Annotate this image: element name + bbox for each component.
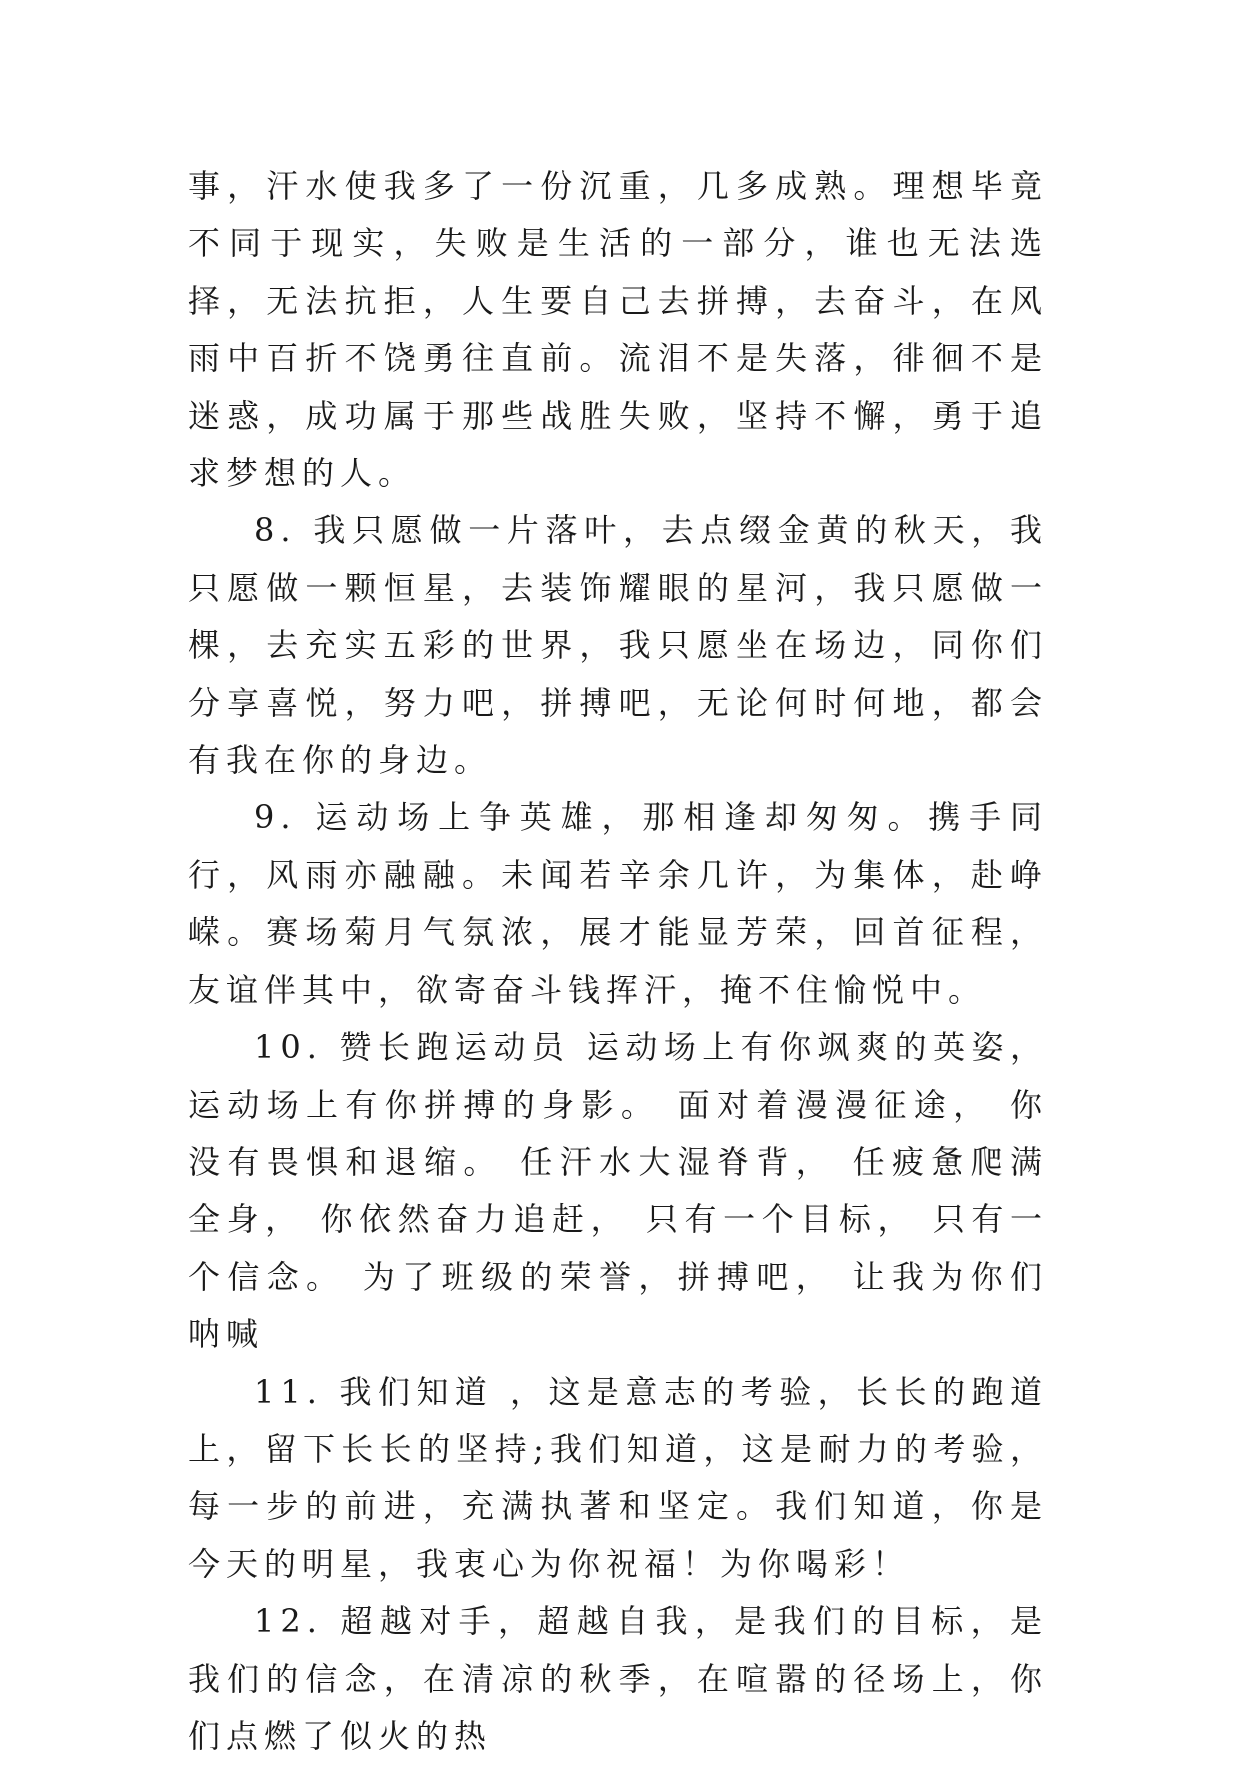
paragraph-8: 8. 我只愿做一片落叶，去点缀金黄的秋天，我只愿做一颗恒星，去装饰耀眼的星河，我只愿做一棵，去充实五彩的世界，我只愿坐在场边，同你们分享喜悦，努力吧，拼搏吧，无论何时何地，都会有我在你的身边。 bbox=[188, 511, 1048, 780]
paragraph-continued: 事，汗水使我多了一份沉重，几多成熟。理想毕竟不同于现实，失败是生活的一部分，谁也无法选择，无法抗拒，人生要自己去拼搏，去奋斗，在风雨中百折不饶勇往直前。流泪不是失落，徘徊不是迷惑，成功属于那些战胜失败，坚持不懈，勇于追求梦想的人。 bbox=[188, 167, 1048, 493]
paragraph-12: 12. 超越对手，超越自我，是我们的目标，是我们的信念，在清凉的秋季，在喧嚣的径场上，你们点燃了似火的热 bbox=[188, 1602, 1048, 1755]
paragraph-9: 9. 运动场上争英雄，那相逢却匆匆。携手同行，风雨亦融融。未闻若辛余几许，为集体，赴峥嵘。赛场菊月气氛浓，展才能显芳荣，回首征程，友谊伴其中，欲寄奋斗钱挥汗，掩不住愉悦中。 bbox=[188, 798, 1048, 1009]
paragraph-11: 11. 我们知道 ，这是意志的考验，长长的跑道上，留下长长的坚持;我们知道，这是耐力的考验，每一步的前进，充满执著和坚定。我们知道，你是今天的明星，我衷心为你祝福！为你喝彩！ bbox=[188, 1372, 1048, 1583]
document-body bbox=[188, 158, 1048, 1765]
paragraph-10: 10. 赞长跑运动员 运动场上有你飒爽的英姿， 运动场上有你拼搏的身影。 面对着漫漫征途， 你没有畏惧和退缩。 任汗水大湿脊背， 任疲惫爬满全身， 你依然奋力追赶， 只有一个目标， 只有一个信念。 为了班级的荣誉，拼搏吧， 让我为你们呐喊 bbox=[188, 1028, 1048, 1354]
